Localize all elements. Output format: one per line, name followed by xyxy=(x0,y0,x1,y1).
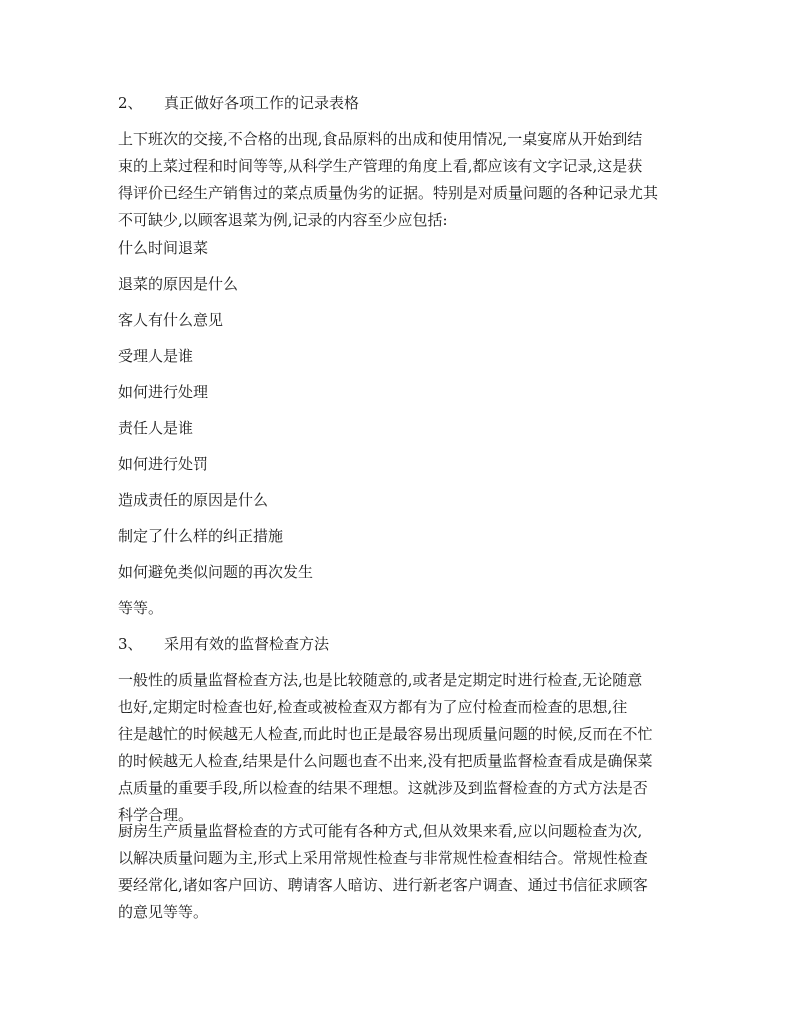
paragraph-line: 以解决质量问题为主,形式上采用常规性检查与非常规性检查相结合。常规性检查 xyxy=(118,849,648,867)
paragraph-line: 不可缺少,以顾客退菜为例,记录的内容至少应包括: xyxy=(118,211,448,229)
list-item: 如何避免类似问题的再次发生 xyxy=(118,563,314,581)
paragraph-line: 的时候越无人检查,结果是什么问题也查不出来,没有把质量监督检查看成是确保菜 xyxy=(118,752,653,770)
paragraph-line: 的意见等等。 xyxy=(118,903,209,921)
list-item: 如何进行处理 xyxy=(118,383,209,401)
paragraph-line: 厨房生产质量监督检查的方式可能有各种方式,但从效果来看,应以问题检查为次, xyxy=(118,822,643,840)
paragraph-line: 点质量的重要手段,所以检查的结果不理想。这就涉及到监督检查的方式方法是否 xyxy=(118,779,648,797)
list-item: 客人有什么意见 xyxy=(118,311,224,329)
paragraph-line: 也好,定期定时检查也好,检查或被检查双方都有为了应付检查而检查的思想,往 xyxy=(118,698,628,716)
paragraph-line: 上下班次的交接,不合格的出现,食品原料的出成和使用情况,一桌宴席从开始到结 xyxy=(118,130,643,148)
section-3-heading xyxy=(118,631,329,658)
paragraph-line: 科学合理。 xyxy=(118,806,194,824)
list-item: 造成责任的原因是什么 xyxy=(118,491,269,509)
paragraph-line: 得评价已经生产销售过的菜点质量伪劣的证据。特别是对质量问题的各种记录尤其 xyxy=(118,184,659,202)
paragraph-line: 要经常化,诸如客户回访、聘请客人暗访、进行新老客户调查、通过书信征求顾客 xyxy=(118,876,648,894)
section-2-number: 2、 xyxy=(118,94,143,112)
list-item: 什么时间退菜 xyxy=(118,239,209,257)
section-3-number: 3、 xyxy=(118,635,143,653)
list-item: 责任人是谁 xyxy=(118,419,194,437)
paragraph-line: 往是越忙的时候越无人检查,而此时也正是最容易出现质量问题的时候,反而在不忙 xyxy=(118,725,653,743)
section-3-title: 采用有效的监督检查方法 xyxy=(164,635,330,653)
list-item: 如何进行处罚 xyxy=(118,455,209,473)
paragraph-line: 束的上菜过程和时间等等,从科学生产管理的角度上看,都应该有文字记录,这是获 xyxy=(118,157,643,175)
list-item: 受理人是谁 xyxy=(118,347,194,365)
section-3-paragraph-2 xyxy=(118,818,648,926)
section-2-title: 真正做好各项工作的记录表格 xyxy=(164,94,360,112)
list-item: 等等。 xyxy=(118,599,164,617)
section-2-paragraph xyxy=(118,126,658,234)
paragraph-line: 一般性的质量监督检查方法,也是比较随意的,或者是定期定时进行检查,无论随意 xyxy=(118,671,643,689)
list-item: 退菜的原因是什么 xyxy=(118,275,239,293)
section-3-paragraph-1 xyxy=(118,667,653,829)
list-item: 制定了什么样的纠正措施 xyxy=(118,527,284,545)
section-2-heading xyxy=(118,90,359,117)
